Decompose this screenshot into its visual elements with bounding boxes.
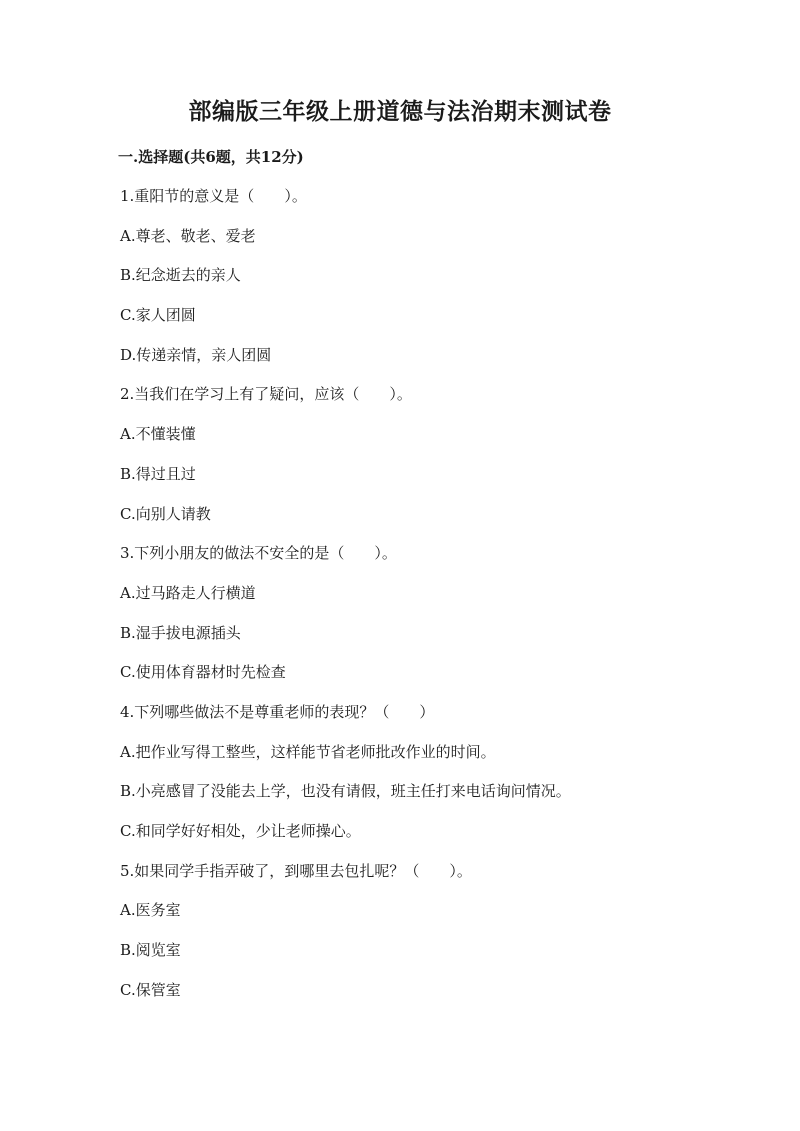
page-title: 部编版三年级上册道德与法治期末测试卷	[188, 98, 612, 125]
question-1-option-c: C.家人团圆	[120, 306, 196, 325]
question-list	[120, 184, 720, 1017]
question-3-option-b: B.湿手拔电源插头	[120, 623, 241, 642]
question-4-option-b: B.小亮感冒了没能去上学，也没有请假，班主任打来电话询问情况。	[120, 782, 571, 801]
question-1-option-b: B.纪念逝去的亲人	[120, 266, 241, 285]
section-heading: 一.选择题(共6题，共12分)	[118, 148, 304, 166]
question-4-option-a: A.把作业写得工整些，这样能节省老师批改作业的时间。	[120, 742, 496, 761]
question-4-option-c: C.和同学好好相处，少让老师操心。	[120, 822, 361, 840]
question-2-option-a: A.不懂装懂	[120, 425, 196, 444]
question-5-stem: 5.如果同学手指弄破了，到哪里去包扎呢？（ ）。	[120, 861, 472, 880]
question-3-option-a: A.过马路走人行横道	[120, 583, 256, 602]
question-2-option-c: C.向别人请教	[120, 504, 211, 523]
question-5-option-c: C.保管室	[120, 980, 181, 999]
question-3-stem: 3.下列小朋友的做法不安全的是（ ）。	[120, 544, 397, 563]
question-4-stem: 4.下列哪些做法不是尊重老师的表现？（ ）	[120, 702, 435, 721]
question-2-option-b: B.得过且过	[120, 464, 196, 483]
question-1-stem: 1.重阳节的意义是（ ）。	[120, 187, 307, 205]
question-2-stem: 2.当我们在学习上有了疑问，应该（ ）。	[120, 385, 412, 404]
question-1-option-d: D.传递亲情，亲人团圆	[120, 345, 272, 364]
question-3-option-c: C.使用体育器材时先检查	[120, 663, 286, 682]
question-1-option-a: A.尊老、敬老、爱老	[120, 226, 256, 245]
question-5-option-b: B.阅览室	[120, 941, 181, 960]
question-5-option-a: A.医务室	[120, 901, 181, 920]
